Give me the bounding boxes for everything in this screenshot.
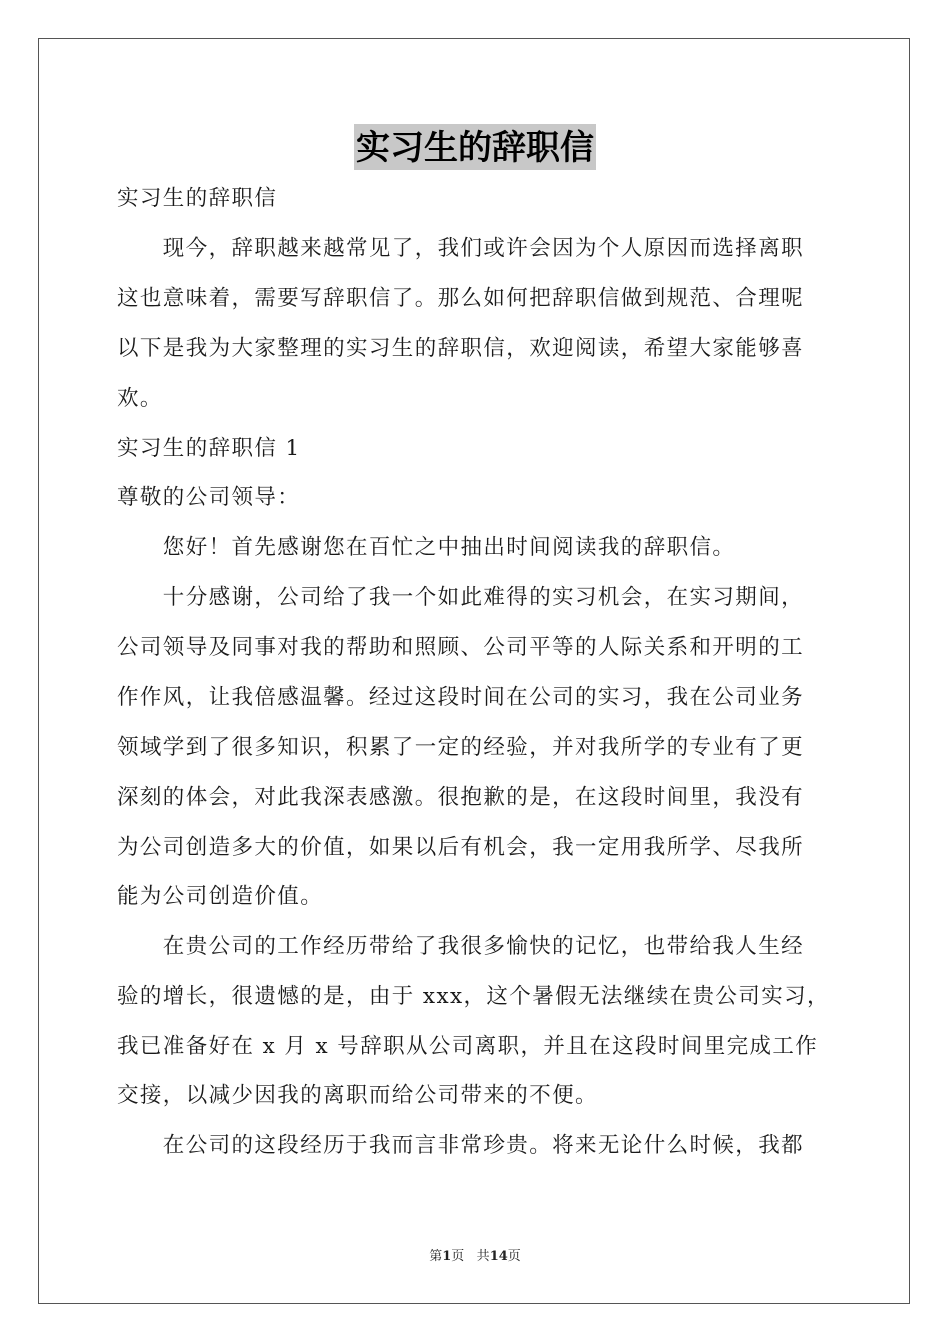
body-line: 现今，辞职越来越常见了，我们或许会因为个人原因而选择离职	[117, 236, 805, 261]
total-pages: 14	[489, 1249, 508, 1264]
body-line: 这也意味着，需要写辞职信了。那么如何把辞职信做到规范、合理呢	[117, 286, 805, 311]
body-line: 交接，以减少因我的离职而给公司带来的不便。	[117, 1083, 598, 1108]
body-line: 公司领导及同事对我的帮助和照顾、公司平等的人际关系和开明的工	[117, 635, 805, 660]
section-heading: 实习生的辞职信 1	[117, 436, 301, 461]
body-line: 在公司的这段经历于我而言非常珍贵。将来无论什么时候，我都	[117, 1133, 805, 1158]
current-page-number: 1	[442, 1249, 452, 1264]
body-line: 实习生的辞职信	[117, 186, 278, 211]
body-line: 十分感谢，公司给了我一个如此难得的实习机会，在实习期间，	[117, 585, 805, 610]
footer-prefix: 第	[429, 1249, 443, 1264]
body-line: 在贵公司的工作经历带给了我很多愉快的记忆，也带给我人生经	[117, 934, 805, 959]
page-footer	[0, 1245, 950, 1264]
footer-total-prefix: 共	[476, 1249, 490, 1264]
body-line: 我已准备好在 x 月 x 号辞职从公司离职，并且在这段时间里完成工作	[117, 1034, 819, 1059]
title-container	[0, 124, 950, 170]
body-line: 能为公司创造价值。	[117, 884, 324, 909]
salutation: 尊敬的公司领导：	[117, 485, 301, 510]
footer-total-suffix: 页	[507, 1249, 521, 1264]
body-line: 为公司创造多大的价值，如果以后有机会，我一定用我所学、尽我所	[117, 835, 805, 860]
body-line: 深刻的体会，对此我深表感激。很抱歉的是，在这段时间里，我没有	[117, 785, 805, 810]
body-line: 验的增长，很遗憾的是，由于 xxx，这个暑假无法继续在贵公司实习，	[117, 984, 830, 1009]
body-line: 您好！首先感谢您在百忙之中抽出时间阅读我的辞职信。	[117, 535, 736, 560]
page-border	[38, 38, 910, 1304]
body-line: 领域学到了很多知识，积累了一定的经验，并对我所学的专业有了更	[117, 735, 805, 760]
body-line: 作作风，让我倍感温馨。经过这段时间在公司的实习，我在公司业务	[117, 685, 805, 710]
document-title: 实习生的辞职信	[354, 124, 596, 170]
footer-page-suffix: 页	[451, 1249, 465, 1264]
body-line: 以下是我为大家整理的实习生的辞职信，欢迎阅读，希望大家能够喜	[117, 336, 805, 361]
body-line: 欢。	[117, 386, 163, 411]
